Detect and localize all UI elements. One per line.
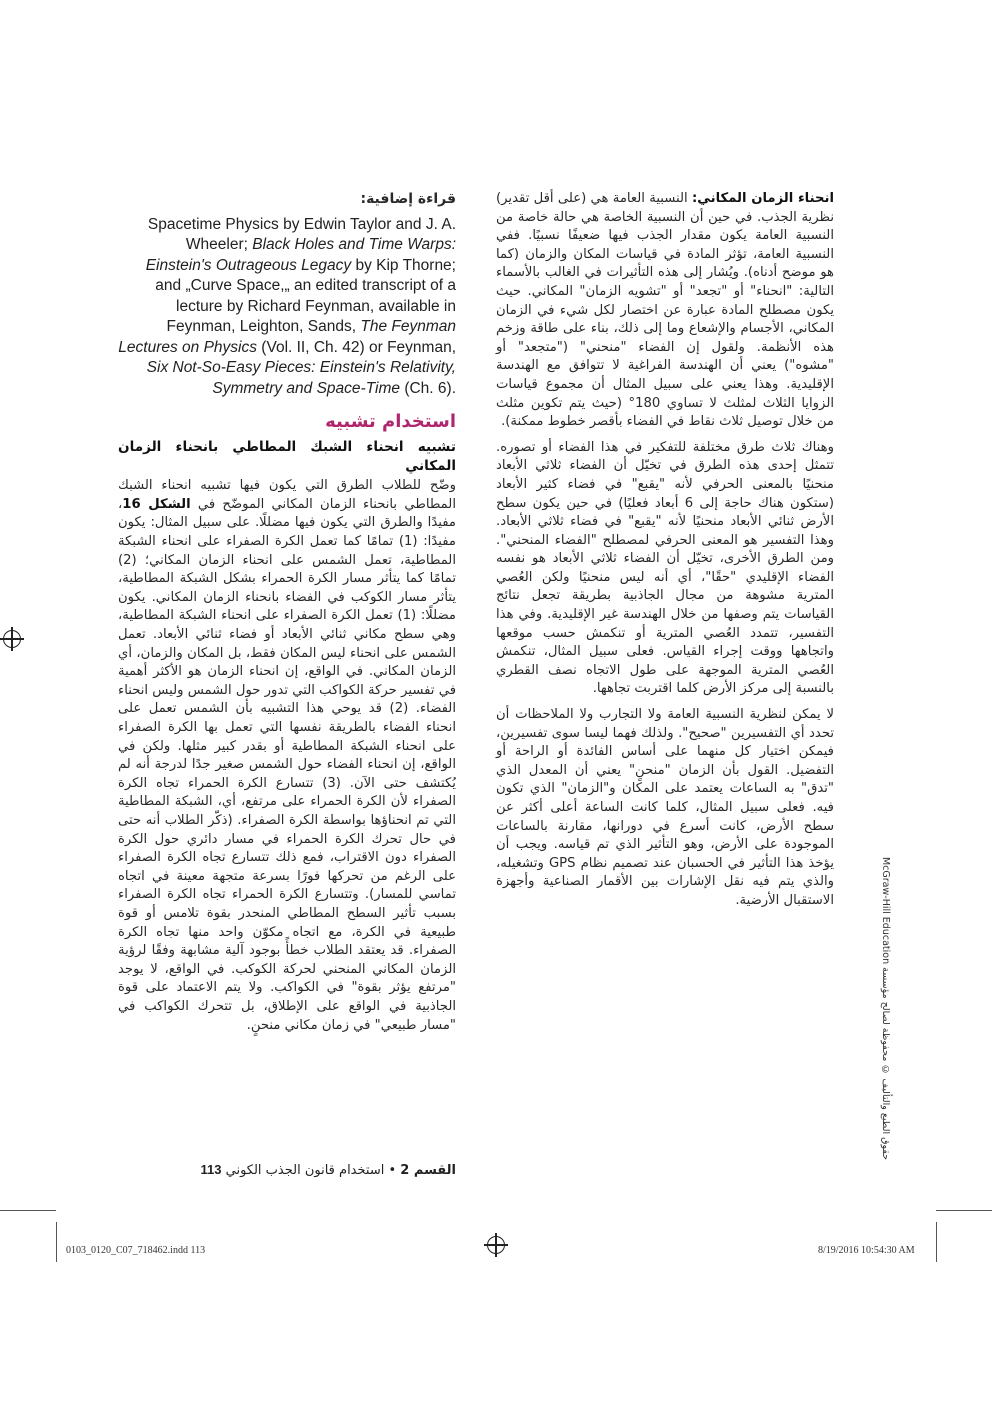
page-footer	[118, 1162, 456, 1178]
using-analogy-heading: استخدام تشبيه	[325, 411, 456, 433]
page-number: 113	[200, 1162, 222, 1177]
book-title: Six Not-So-Easy Pieces: Einstein's Relativity, Symmetry and Space-Time	[146, 359, 456, 397]
footer-title: استخدام قانون الجذب الكوني	[225, 1163, 385, 1178]
registration-mark-icon	[487, 1236, 505, 1254]
crop-mark	[56, 1222, 57, 1262]
further-reading-heading: قراءة إضافية:	[360, 191, 456, 207]
analogy-paragraph	[118, 477, 456, 1035]
slug-timestamp: 8/19/2016 10:54:30 AM	[818, 1245, 915, 1256]
paragraph-curvature	[496, 190, 834, 432]
term-curved-spacetime: انحناء الزمان المكاني:	[692, 191, 834, 206]
analogy-text: وضّح للطلاب الطرق التي يكون فيها تشبيه انحناء الشبك المطاطي بانحناء الزمان المكاني الموضّح في	[118, 478, 456, 512]
paragraph-clocks: لا يمكن لنظرية النسبية العامة ولا التجارب ولا الملاحظات أن تحدد أي التفسيرين "صحيح". ولذلك فهما ليسا سوى تفسيرين، فيمكن اختيار كل منهما على أساس الفائدة أو الراحة أو التفضيل. القول بأن الزمان "منحنٍ" يعني أن المعدل الذي "تدق" به الساعات يعتمد على المكان و"الزمان" الذي تكون فيه. فعلى سبيل المثال، كلما كانت الساعة أعلى أكثر عن سطح الأرض، كانت أسرع في دورانها، مقارنة بالساعات الموجودة على الأرض، وهو التأثير الذي تم قياسه. ويجب أن يؤخذ هذا التأثير في الحسبان عند تصميم نظام GPS وتشغيله، والذي يتم فيه نقل الإشارات بين الأقمار الصناعية وأجهزة الاستقبال الأرضية.	[496, 707, 834, 908]
footer-separator: •	[388, 1163, 397, 1178]
paragraph-text: النسبية العامة هي (على أقل تقدير) نظرية الجذب. في حين أن النسبية الخاصة هي حالة خاصة من النسبية العامة يكون مقدار الجذب فيها ضعيفًا نسبيًا. ففي النسبية العامة، تؤثر المادة في قياسات المكان والزمان (كما هو موضح أدناه). ويُشار إلى هذه التأثيرات في الغالب بالأسماء التالية: "انحناء" أو "تجعد" أو "تشويه الزمان" المكاني. حيث يكون مصطلح المادة عبارة عن اختصار لكل شيء في الزمان المكاني، الأجسام والإشعاع وما إلى ذلك، بناء على طاقة وزخم هذه الأنظمة. ولقول إن الفضاء "منحني" ("متجعد" أو "مشوه") يعني أن الهندسة الفراغية لا تتوافق مع الهندسة الإقليدية. وهذا يعني على سبيل المثال أن مجموع قياسات الزوايا الثلاث لمثلث لا تساوي 180° (حيث يتم تكوين مثلث من خلال توصيل ثلاث نقاط في الفضاء بأقصر خطوط ممكنة).	[496, 191, 834, 430]
crop-mark	[936, 1210, 992, 1211]
reading-part: by Kip Thorne; and „Curve Space,„ an edited transcript of a lecture by Richard Feynman, available in Feynman, Leighton, Sands,	[155, 256, 456, 336]
copyright-credit: حقوق الطبع والتأليف © محفوظة لصالح مؤسسة McGraw-Hill Education	[880, 856, 891, 1160]
paragraph-interpretations: وهناك ثلاث طرق مختلفة للتفكير في هذا الفضاء أو تصوره. تتمثل إحدى هذه الطرق في تخيّل أن الفضاء ثلاثي الأبعاد منحنيًا بالمعنى الحرفي لأنه "يقبع" في فضاء كثير الأبعاد (ستكون هناك حاجة إلى 6 أبعاد فعليًا) في حين يكون سطح الأرض ثنائي الأبعاد منحنيًا لأنه "يقبع" في فضاء ثلاثي الأبعاد. وهذا التفسير هو المعنى الحرفي لمصطلح "الفضاء المنحني". ومن الطرق الأخرى، تخيّل أن الفضاء ثلاثي الأبعاد هو نفسه الفضاء الإقليدي "حقًا"، أي أنه ليس منحنيًا ولكن العُصي المترية مشوهة من مجال الجاذبية بطريقة تجعل نتائج القياسات يتم وصفها من خلال الهندسة غير الإقليدية. وفي هذا التفسير، تتمدد العُصي المترية أو تنكمش حسب موقعها واتجاهها ووقت إجراء القياس. فعلى سبيل المثال، تنكمش العُصي المترية الموجهة على طول الاتجاه نصف القطري بالنسبة إلى مركز الأرض كلما اقتربت تجاهها.	[496, 439, 834, 697]
registration-mark-icon	[3, 630, 21, 648]
analogy-text: ، مفيدًا والطرق التي يكون فيها مضللًا. على سبيل المثال: يكون مفيدًا: (1) تمامًا كما تعمل الكرة الصفراء على انحناء الشبكة المطاطية، تعمل الشمس على انحناء الزمان المكاني؛ (2) تمامًا كما يتأثر مسار الكرة الحمراء بشكل الشبكة المطاطية، يتأثر مسار الكوكب في الفضاء بانحناء الزمان المكاني. يكون مضللًا: (1) تعمل الكرة الصفراء على انحناء الشبكة المطاطية، وهي سطح مكاني ثنائي الأبعاد أو فضاء ثنائي الأبعاد. تعمل الشمس على انحناء ليس المكان فقط، بل المكان والزمان، أي الزمان المكاني. في الواقع، إن انحناء الزمان هو الأكثر أهمية في تفسير حركة الكواكب التي تدور حول الشمس وليس انحناء الفضاء. (2) قد يوحي هذا التشبيه بأن الشمس تعمل على انحناء الفضاء بالطريقة نفسها التي تعمل بها الكرة الصفراء على انحناء الشبكة المطاطية أو بقدر كبير مثلها. ولكن في الواقع، إن انحناء الفضاء حول الشمس صغير جدًا لدرجة أنه لم يُكتشف حتى الآن. (3) تتسارع الكرة الحمراء تجاه الكرة الصفراء لأن الكرة الحمراء على مرتفع، أي، الشبكة المطاطية التي تم انحناؤها بواسطة الكرة الصفراء. (ذكّر الطلاب أنه حتى في حال تحرك الكرة الحمراء في مسار دائري حول الكرة الصفراء دون الاقتراب، فمع ذلك تتسارع تجاه الكرة الصفراء على الرغم من تحركها فورًا بسرعة متجهة معينة في اتجاه تماسي للمسار). وتتسارع الكرة الحمراء تجاه الكرة الصفراء بسبب تأثير السطح المطاطي المنحدر بقوة تلامس أو قوة طبيعية في الكرة، مع اتجاه مكوّن واحد منها تجاه الكرة الصفراء. قد يعتقد الطلاب خطأً بوجود آلية مشابهة وفقًا لرؤية الزمان المكاني المنحني لحركة الكوكب. في الواقع، لا يوجد "مرتفع يؤثر بقوة" في الكواكب. ولا يتم الاعتماد على قوة الجاذبية في الواقع على الإطلاق، بل تتحرك الكواكب في "مسار طبيعي" في زمان مكاني منحنٍ.	[118, 496, 456, 1033]
reading-part: (Vol. II, Ch. 42) or Feynman,	[257, 338, 456, 356]
book-title: The Feynman Lectures on Physics	[118, 318, 456, 356]
figure-reference: الشكل 16	[122, 496, 191, 512]
footer-section: القسم 2	[400, 1163, 456, 1178]
book-title: Black Holes and Time Warps: Einstein's Outrageous Legacy	[145, 236, 456, 274]
reading-part: Spacetime Physics by Edwin Taylor and J. A. Wheeler;	[147, 215, 456, 254]
crop-mark	[0, 1210, 56, 1211]
further-reading-text	[118, 215, 456, 400]
right-column	[496, 190, 834, 918]
left-column	[118, 190, 456, 1042]
crop-mark	[936, 1222, 937, 1262]
reading-part: (Ch. 6).	[400, 379, 456, 397]
analogy-subheading: تشبيه انحناء الشبك المطاطي بانحناء الزمان المكاني	[118, 439, 456, 474]
slug-filename: 0103_0120_C07_718462.indd 113	[66, 1245, 206, 1256]
